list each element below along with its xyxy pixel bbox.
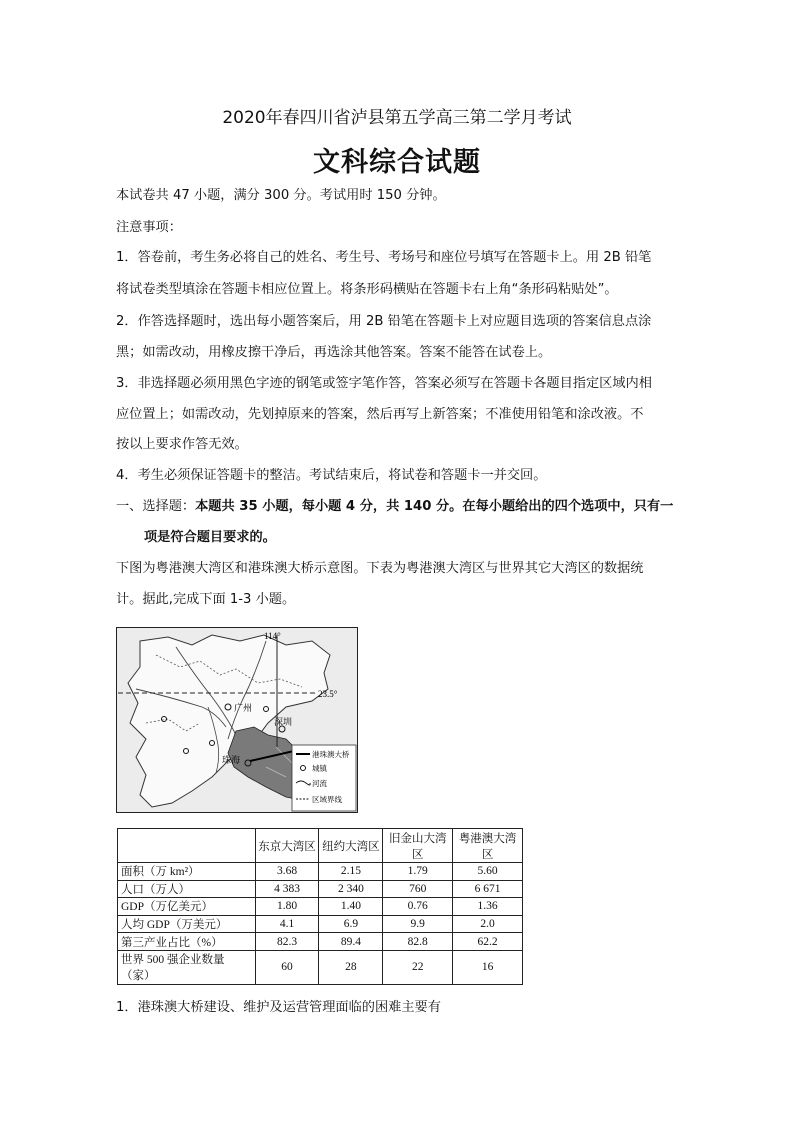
- table-cell: 1.36: [453, 898, 523, 916]
- parallel-label: 23.5°: [318, 689, 338, 699]
- table-cell: 89.4: [319, 933, 383, 951]
- table-cell: 1.80: [255, 898, 319, 916]
- table-cell: 82.8: [383, 933, 453, 951]
- table-row-label: 人均 GDP（万美元）: [118, 915, 256, 933]
- table-cell: 60: [255, 950, 319, 984]
- notice-item-2-line-1: 2．作答选择题时，选出每小题答案后，用 2B 铅笔在答题卡上对应题目选项的答案信息点涂: [116, 314, 652, 329]
- exam-subtitle: 2020年春四川省泸县第五学高三第二学月考试: [222, 108, 572, 128]
- table-row: [118, 915, 523, 933]
- stem-line-1: 下图为粤港澳大湾区和港珠澳大桥示意图。下表为粤港澳大湾区与世界其它大湾区的数据统: [116, 561, 644, 576]
- legend-bridge-label: 港珠澳大桥: [312, 750, 350, 759]
- notice-item-1-line-2: 将试卷类型填涂在答题卡相应位置上。将条形码横贴在答题卡右上角“条形码粘贴处”。: [116, 282, 618, 297]
- table-cell: 2 340: [319, 880, 383, 898]
- table-header-cell: 东京大湾区: [255, 829, 319, 863]
- notice-item-4: 4．考生必须保证答题卡的整洁。考试结束后，将试卷和答题卡一并交回。: [116, 468, 547, 483]
- table-cell: 1.79: [383, 863, 453, 881]
- exam-title: 文科综合试题: [313, 147, 481, 178]
- table-row: [118, 863, 523, 881]
- table-row-label: 世界 500 强企业数量（家）: [118, 950, 256, 984]
- notice-heading: 注意事项：: [116, 220, 182, 235]
- legend-boundary-label: 区域界线: [312, 795, 342, 804]
- notice-item-3-line-1: 3．非选择题必须用黑色字迹的钢笔或签字笔作答，答案必须写在答题卡各题目指定区域内相: [116, 376, 652, 391]
- table-row: [118, 933, 523, 951]
- table-row-label: 人口（万人）: [118, 880, 256, 898]
- table-cell: 2.0: [453, 915, 523, 933]
- table-header-cell: 纽约大湾区: [319, 829, 383, 863]
- table-cell: 28: [319, 950, 383, 984]
- city-shenzhen-label: 深圳: [274, 718, 293, 728]
- section-1-line-2: 项是符合题目要求的。: [144, 530, 276, 545]
- notice-item-3-line-2: 应位置上；如需改动，先划掉原来的答案，然后再写上新答案；不准使用铅笔和涂改液。不: [116, 407, 644, 422]
- bay-area-stats-table: [117, 828, 523, 985]
- table-header-cell: 旧金山大湾区: [383, 829, 453, 863]
- table-cell: 62.2: [453, 933, 523, 951]
- legend-river-label: 河流: [312, 779, 327, 788]
- section-1-text: 本题共 35 小题，每小题 4 分，共 140 分。在每小题给出的四个选项中，只有一: [195, 499, 674, 514]
- table-cell: 5.60: [453, 863, 523, 881]
- table-cell: 6 671: [453, 880, 523, 898]
- table-row-label: 面积（万 km²）: [118, 863, 256, 881]
- table-cell: 1.40: [319, 898, 383, 916]
- table-cell: 0.76: [383, 898, 453, 916]
- bay-area-map: [116, 627, 358, 813]
- stem-line-2: 计。据此,完成下面 1-3 小题。: [116, 592, 296, 607]
- table-cell: 82.3: [255, 933, 319, 951]
- table-cell: 16: [453, 950, 523, 984]
- table-cell: 9.9: [383, 915, 453, 933]
- table-cell: 2.15: [319, 863, 383, 881]
- city-guangzhou-label: 广州: [234, 704, 253, 714]
- table-row: [118, 950, 523, 984]
- table-row: [118, 898, 523, 916]
- table-cell: 6.9: [319, 915, 383, 933]
- table-cell: 760: [383, 880, 453, 898]
- meridian-label: 114°: [264, 631, 281, 641]
- table-header-cell: [118, 829, 256, 863]
- question-1: 1．港珠澳大桥建设、维护及运营管理面临的困难主要有: [116, 1000, 441, 1015]
- table-row-label: GDP（万亿美元）: [118, 898, 256, 916]
- table-cell: 4 383: [255, 880, 319, 898]
- intro-line: 本试卷共 47 小题，满分 300 分。考试用时 150 分钟。: [116, 188, 446, 203]
- notice-item-3-line-3: 按以上要求作答无效。: [116, 437, 248, 452]
- city-zhuhai-label: 珠海: [222, 756, 241, 766]
- table-header-cell: 粤港澳大湾区: [453, 829, 523, 863]
- section-1-label: 一、选择题：: [116, 499, 196, 514]
- table-cell: 3.68: [255, 863, 319, 881]
- legend-city-label: 城镇: [312, 764, 327, 773]
- table-row: [118, 880, 523, 898]
- table-row-label: 第三产业占比（%）: [118, 933, 256, 951]
- notice-item-2-line-2: 黑；如需改动，用橡皮擦干净后，再选涂其他答案。答案不能答在试卷上。: [116, 345, 552, 360]
- table-header-row: [118, 829, 523, 863]
- notice-item-1-line-1: 1．答卷前，考生务必将自己的姓名、考生号、考场号和座位号填写在答题卡上。用 2B 铅笔: [116, 250, 652, 265]
- section-1-line-1: [116, 499, 673, 515]
- table-cell: 4.1: [255, 915, 319, 933]
- table-cell: 22: [383, 950, 453, 984]
